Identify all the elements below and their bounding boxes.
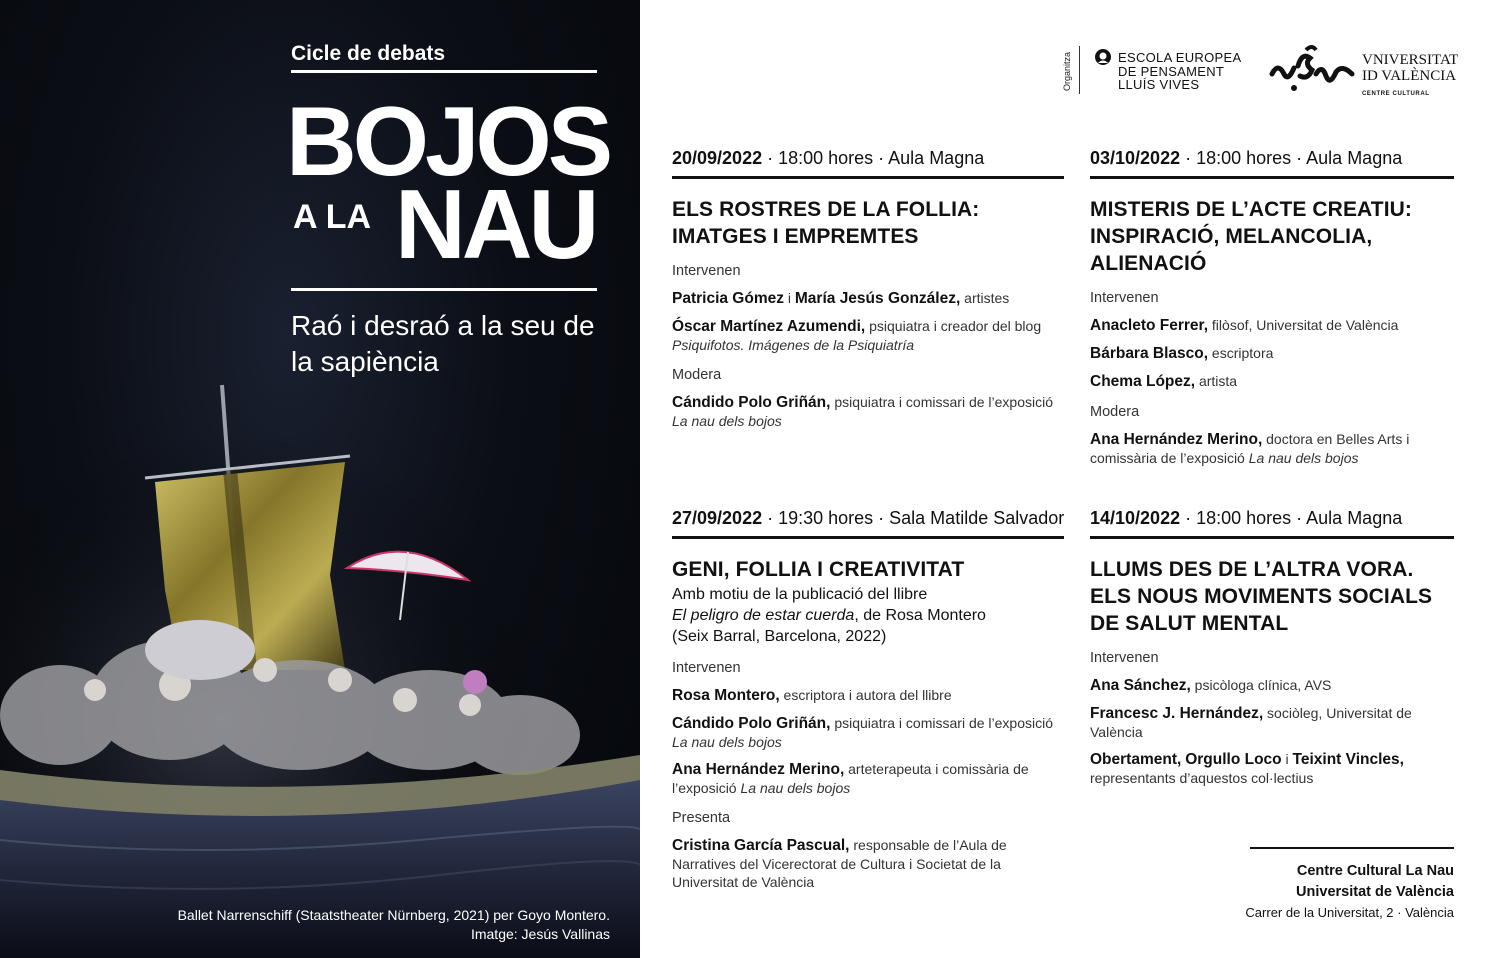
ballet-photo xyxy=(0,370,640,958)
role-label: Modera xyxy=(672,367,722,383)
moderator: Ana Hernández Merino, doctora en Belles Arts i comissària de l’exposició La nau dels bojos xyxy=(1090,431,1410,466)
title-nau: NAU xyxy=(395,169,596,279)
event-rule xyxy=(672,536,1064,539)
photo-credit xyxy=(90,906,610,944)
speaker: Francesc J. Hernández, sociòleg, Universitat de València xyxy=(1090,705,1412,740)
presenter: Cristina García Pascual, responsable de l’Aula de Narratives del Vicerectorat de Cultura i Societat de la Universitat de València xyxy=(672,837,1007,890)
role-label: Intervenen xyxy=(1090,290,1159,306)
speaker: Cándido Polo Griñán, psiquiatra i comissari de l’exposició La nau dels bojos xyxy=(672,715,1053,750)
event-rule xyxy=(1090,536,1454,539)
venue-address: Carrer de la Universitat, 2 · València xyxy=(1245,905,1454,920)
photo-credit-line-2: Imatge: Jesús Vallinas xyxy=(470,926,610,942)
title-a-la: A LA xyxy=(293,198,372,236)
event-datetime: 20/09/2022 · 18:00 hores · Aula Magna xyxy=(672,148,985,168)
speaker: Rosa Montero, escriptora i autora del llibre xyxy=(672,687,952,704)
event-rule xyxy=(672,176,1064,179)
speaker: Ana Hernández Merino, arteterapeuta i comissària de l’exposició La nau dels bojos xyxy=(672,761,1029,796)
event-14-10 xyxy=(1090,507,1454,787)
event-datetime: 14/10/2022 · 18:00 hores · Aula Magna xyxy=(1090,508,1403,528)
eepl-seal-icon xyxy=(1094,48,1112,66)
event-title: LLUMS DES DE L’ALTRA VORA. ELS NOUS MOVIMENTS SOCIALS DE SALUT MENTAL xyxy=(1090,558,1433,635)
event-title: MISTERIS DE L’ACTE CREATIU: INSPIRACIÓ, MELANCOLIA, ALIENACIÓ xyxy=(1090,198,1412,275)
role-label: Intervenen xyxy=(1090,650,1159,666)
photo-credit-line-1: Ballet Narrenschiff (Staatstheater Nürnberg, 2021) per Goyo Montero. xyxy=(177,907,610,923)
organitza-label: Organitza xyxy=(1062,51,1072,91)
speaker: Obertament, Orgullo Loco i Teixint Vincles, representants d’aquestos col·lectius xyxy=(1090,751,1404,786)
speaker: Patricia Gómez i María Jesús González, artistes xyxy=(672,290,1010,307)
la-nau-logo-icon xyxy=(1268,44,1358,94)
poster-panel xyxy=(0,0,640,958)
role-label: Intervenen xyxy=(672,263,741,279)
title-bojos: BOJOS xyxy=(286,86,610,196)
poster-subtitle: Raó i desraó a la seu de la sapiència xyxy=(291,310,595,377)
event-datetime: 27/09/2022 · 19:30 hores · Sala Matilde Salvador xyxy=(672,508,1065,528)
eepl-logo-text: ESCOLA EUROPEA DE PENSAMENT LLUÍS VIVES xyxy=(1118,50,1242,92)
speaker: Ana Sánchez, psicòloga clínica, AVS xyxy=(1090,677,1332,694)
speaker: Anacleto Ferrer, filòsof, Universitat de València xyxy=(1090,317,1399,334)
event-datetime: 03/10/2022 · 18:00 hores · Aula Magna xyxy=(1090,148,1403,168)
organizer-divider xyxy=(1079,46,1080,94)
venue-rule xyxy=(1250,847,1454,849)
event-27-09 xyxy=(672,507,1064,891)
venue-name: Centre Cultural La Nau xyxy=(1296,863,1454,879)
uv-logo-text: VNIVERSITAT ID VALÈNCIA CENTRE CULTURAL xyxy=(1362,52,1459,97)
event-20-09 xyxy=(672,147,1064,430)
role-label: Presenta xyxy=(672,810,731,826)
speaker: Bárbara Blasco, escriptora xyxy=(1090,345,1274,362)
event-rule xyxy=(1090,176,1454,179)
speaker: Chema López, artista xyxy=(1090,373,1238,390)
role-label: Intervenen xyxy=(672,660,741,676)
series-label: Cicle de debats xyxy=(291,42,446,65)
venue-block xyxy=(1245,861,1454,923)
speaker: Óscar Martínez Azumendi, psiquiatra i creador del blog Psiquifotos. Imágenes de la Psiquiatría xyxy=(672,318,1042,353)
role-label: Modera xyxy=(1090,404,1140,420)
event-title: ELS ROSTRES DE LA FOLLIA: IMATGES I EMPREMTES xyxy=(672,198,980,248)
title-bottom-rule xyxy=(291,288,597,291)
event-intro: Amb motiu de la publicació del llibre El peligro de estar cuerda, de Rosa Montero (Seix Barral, Barcelona, 2022) xyxy=(672,586,986,645)
title-top-rule xyxy=(291,70,597,73)
moderator: Cándido Polo Griñán, psiquiatra i comissari de l’exposició La nau dels bojos xyxy=(672,394,1053,429)
event-title: GENI, FOLLIA I CREATIVITAT xyxy=(672,558,965,581)
venue-university: Universitat de València xyxy=(1296,884,1454,900)
event-03-10 xyxy=(1090,147,1454,467)
